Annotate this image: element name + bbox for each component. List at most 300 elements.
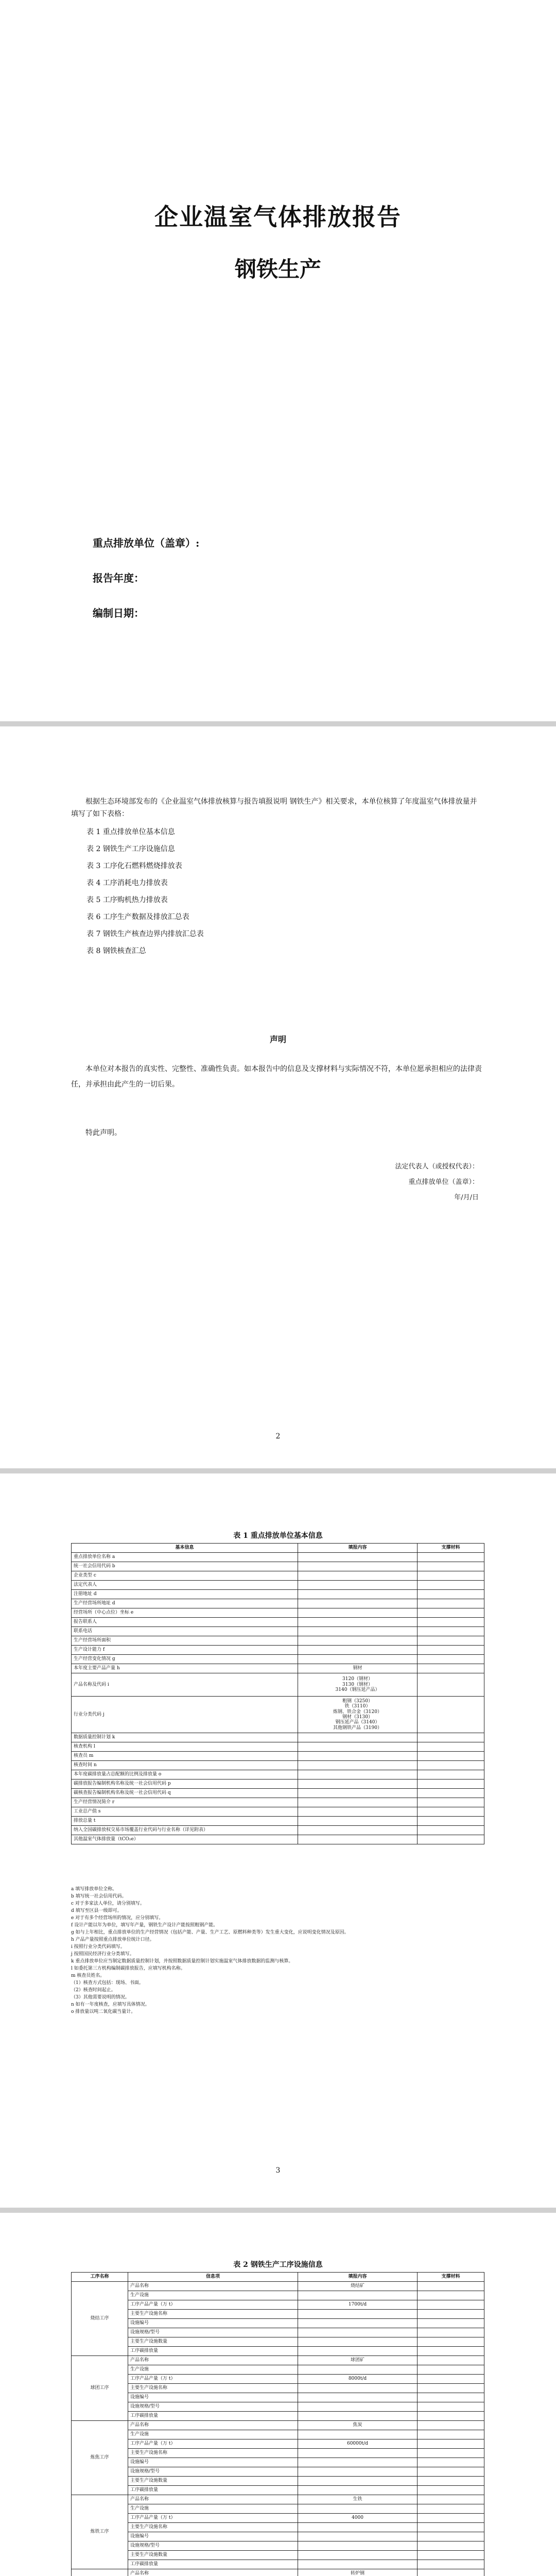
- table-cell-value: [298, 1562, 418, 1571]
- table-cell-label: 生产经营情况简介 r: [72, 1798, 298, 1807]
- table-cell-label: 主要生产设施名称: [128, 2449, 298, 2458]
- table-row: [72, 2430, 484, 2439]
- table-row: [72, 2514, 484, 2523]
- note-line: m 核查员姓名。: [71, 1973, 105, 1978]
- table-cell-value: [298, 2310, 418, 2319]
- table-cell-label: 联系电话: [72, 1627, 298, 1636]
- table-cell-label: 企业类型 c: [72, 1571, 298, 1581]
- table-cell-value: 4000: [298, 2514, 418, 2523]
- note-line: e 对于有多个经营场所的情况，应分别填写。: [71, 1916, 164, 1921]
- table-cell-value: [298, 1826, 418, 1835]
- table-cell-support: [418, 1664, 484, 1673]
- table-cell-value: [298, 2532, 418, 2541]
- intro-list-item: 表 5 工序购机热力排放表: [86, 895, 168, 904]
- table-cell-support: [418, 1673, 484, 1697]
- table-cell-label: 设施规格/型号: [128, 2467, 298, 2477]
- table-cell-support: [418, 1789, 484, 1798]
- note-line: d 填写至区县一级即可。: [71, 1908, 122, 1913]
- intro-list-item: 表 8 钢铁核查汇总: [86, 946, 146, 955]
- table-cell-value: [298, 1608, 418, 1618]
- table-cell-value: [298, 1770, 418, 1780]
- table-row: [72, 2300, 484, 2310]
- table-cell-value: 球团矿: [298, 2356, 418, 2365]
- table-row: [72, 2523, 484, 2532]
- table-cell-value: [298, 1673, 418, 1697]
- sector-line: 钢材（3130）: [342, 1715, 373, 1720]
- table-row: [72, 1697, 484, 1733]
- table-cell-support: [418, 1590, 484, 1599]
- table-cell-support: [418, 2541, 484, 2551]
- sector-line: 钢压延产品（3140）: [335, 1720, 380, 1725]
- note-line: l 如委托第三方机构编制碳排放报告，应填写机构名称。: [71, 1966, 185, 1971]
- table-row: [72, 2282, 484, 2291]
- table-cell-value: [298, 1571, 418, 1581]
- table-row: [72, 2365, 484, 2375]
- table-cell-support: [418, 2439, 484, 2449]
- table-cell-label: 重点排放单位名称 a: [72, 1553, 298, 1562]
- table-cell-value: [298, 2477, 418, 2486]
- table-cell-support: [418, 2421, 484, 2430]
- note-line: f 设计产能以年为单位，填写年产量，钢铁生产设计产能按照粗钢产能。: [71, 1923, 218, 1928]
- table-row: [72, 2412, 484, 2421]
- table-cell-support: [418, 2328, 484, 2337]
- table-cell-label: 设施编号: [128, 2458, 298, 2467]
- table-row: [72, 1835, 484, 1844]
- table-cell-support: [418, 1742, 484, 1752]
- table-cell-label: 生产设施: [128, 2430, 298, 2439]
- table-row: [72, 2551, 484, 2560]
- table-cell-label: 核查时间 n: [72, 1761, 298, 1770]
- table-cell-support: [418, 2375, 484, 2384]
- table-cell-value: [298, 1553, 418, 1562]
- table-cell-label: 工序产品产量（万 t）: [128, 2439, 298, 2449]
- table-cell-value: 60000t/d: [298, 2439, 418, 2449]
- table-cell-label: 主要生产设施名称: [128, 2384, 298, 2393]
- table-cell-label: 工序碳排放量: [128, 2412, 298, 2421]
- table-header-cell: 工序名称: [72, 2273, 128, 2282]
- process-name-cell: [72, 2569, 128, 2576]
- table-row: [72, 2393, 484, 2402]
- sector-line: 炼钢、铁合金（3120）: [333, 1709, 382, 1715]
- table-header-cell: 填报内容: [298, 1544, 418, 1553]
- table-cell-value: [298, 1752, 418, 1761]
- table2-process-facilities: [71, 2272, 484, 2576]
- table-cell-label: 生产设施: [128, 2291, 298, 2300]
- table-cell-label: 数据质量控制计划 k: [72, 1733, 298, 1742]
- declaration-sign: 特此声明。: [85, 1129, 121, 1137]
- table-row: [72, 1590, 484, 1599]
- table-cell-label: 纳入全国碳排放权交易市场覆盖行业代码与行业名称（详见附表）: [72, 1826, 298, 1835]
- table-cell-value: [298, 2467, 418, 2477]
- note-line: n 如有一年度核查，应填写具体情况。: [71, 2002, 150, 2007]
- note-line: a 填写排放单位全称。: [71, 1887, 117, 1892]
- table-row: [72, 1752, 484, 1761]
- table-cell-support: [418, 2319, 484, 2328]
- table2-title: 表 2 钢铁生产工序设施信息: [233, 2261, 323, 2269]
- table-cell-value: [298, 1636, 418, 1646]
- table-cell-support: [418, 2477, 484, 2486]
- process-name-cell: 炼焦工序: [72, 2421, 128, 2495]
- table-cell-support: [418, 1817, 484, 1826]
- note-line: k 重点排放单位应当制定数据质量控制计划，并按照数据质量控制计划实施温室气体排放数据的监测与核算。: [71, 1959, 293, 1964]
- product-type-line: 3120（钢材）: [342, 1676, 373, 1682]
- table-row: [72, 2375, 484, 2384]
- table-row: [72, 1571, 484, 1581]
- table-cell-value: 烧结矿: [298, 2282, 418, 2291]
- table-row: [72, 2467, 484, 2477]
- table-cell-support: [418, 1835, 484, 1844]
- table-cell-label: 报告联系人: [72, 1618, 298, 1627]
- table-cell-support: [418, 1618, 484, 1627]
- table-cell-value: 钢材: [298, 1664, 418, 1673]
- table-cell-support: [418, 2458, 484, 2467]
- note-line: （3）其他需要说明的情况。: [71, 1995, 130, 2000]
- process-name-cell: 炼铁工序: [72, 2495, 128, 2569]
- table-cell-value: [298, 1655, 418, 1664]
- table-cell-support: [418, 2356, 484, 2365]
- table-cell-support: [418, 2430, 484, 2439]
- table-cell-support: [418, 2337, 484, 2347]
- table-cell-support: [418, 1780, 484, 1789]
- table-cell-label: 设施规格/型号: [128, 2541, 298, 2551]
- table-cell-label: 设施编号: [128, 2532, 298, 2541]
- table-cell-label: 本年度碳排放量占总配额的比例及排放量 o: [72, 1770, 298, 1780]
- page-number: 3: [275, 2166, 281, 2175]
- table-cell-value: 生铁: [298, 2495, 418, 2504]
- table-row: [72, 1627, 484, 1636]
- table-cell-label: 工序碳排放量: [128, 2560, 298, 2569]
- table-cell-value: [298, 2412, 418, 2421]
- cover-field-unit: 重点排放单位（盖章）:: [93, 537, 200, 549]
- intro-list-item: 表 1 重点排放单位基本信息: [86, 827, 175, 836]
- table-cell-support: [418, 1826, 484, 1835]
- table-cell-label: 法定代表人: [72, 1581, 298, 1590]
- table-row: [72, 1636, 484, 1646]
- table-cell-label: 产品名称: [128, 2421, 298, 2430]
- table-cell-value: [298, 1646, 418, 1655]
- table-cell-support: [418, 2412, 484, 2421]
- table-cell-label: 主要生产设施名称: [128, 2523, 298, 2532]
- table-cell-label: 主要生产设施数量: [128, 2477, 298, 2486]
- table-cell-support: [418, 1562, 484, 1571]
- table-cell-label: 工序产品产量（万 t）: [128, 2514, 298, 2523]
- table-cell-value: [298, 2337, 418, 2347]
- table-row: [72, 2310, 484, 2319]
- table-cell-value: [298, 2449, 418, 2458]
- intro-list-item: 表 6 工序生产数据及排放汇总表: [86, 912, 189, 921]
- table-cell-label: 工序碳排放量: [128, 2347, 298, 2356]
- table-cell-support: [418, 2551, 484, 2560]
- table-cell-value: [298, 2430, 418, 2439]
- table-cell-support: [418, 2486, 484, 2495]
- table-cell-value: [298, 1627, 418, 1636]
- table-cell-support: [418, 2467, 484, 2477]
- table-row: [72, 1761, 484, 1770]
- intro-table-list: [71, 824, 483, 960]
- table-cell-label: 产品名称: [128, 2569, 298, 2576]
- table-cell-label: 行业分类代码 j: [72, 1697, 298, 1733]
- table-cell-support: [418, 2300, 484, 2310]
- table-header-cell: 信息项: [128, 2273, 298, 2282]
- table-cell-value: 1700t/d: [298, 2300, 418, 2310]
- table-row: [72, 2337, 484, 2347]
- table-cell-label: 碳核查报告编制机构名称及统一社会信用代码 q: [72, 1789, 298, 1798]
- page-number: 2: [275, 1432, 281, 1440]
- cover-field-date: 编制日期：: [93, 607, 144, 619]
- table-cell-label: 其他温室气体排放量（tCO₂e）: [72, 1835, 298, 1844]
- table-cell-support: [418, 1599, 484, 1608]
- table-cell-support: [418, 2514, 484, 2523]
- table-row: [72, 1817, 484, 1826]
- table-cell-support: [418, 1697, 484, 1733]
- table-cell-label: 经营场所（中心点位）坐标 e: [72, 1608, 298, 1618]
- table-cell-value: 转炉钢: [298, 2569, 418, 2576]
- table-cell-support: [418, 1798, 484, 1807]
- page-separator: [0, 1468, 556, 1473]
- table-cell-value: [298, 2384, 418, 2393]
- table-row: [72, 1618, 484, 1627]
- table-cell-label: 统一社会信用代码 b: [72, 1562, 298, 1571]
- table-cell-value: [298, 1742, 418, 1752]
- table-cell-support: [418, 1761, 484, 1770]
- table-cell-label: 设施规格/型号: [128, 2328, 298, 2337]
- table-cell-support: [418, 1571, 484, 1581]
- table-cell-label: 主要生产设施数量: [128, 2551, 298, 2560]
- note-line: j 按照国民经济行业分类填写。: [71, 1952, 134, 1957]
- table-row: [72, 2384, 484, 2393]
- note-line: o 排放量以吨二氧化碳当量计。: [71, 2009, 136, 2014]
- product-type-line: 3130（钢材）: [342, 1682, 373, 1687]
- table-row: [72, 1807, 484, 1817]
- table-cell-support: [418, 2495, 484, 2504]
- sector-line: 其他钢铁产品（3190）: [333, 1725, 382, 1731]
- table-cell-label: 产品名称: [128, 2282, 298, 2291]
- table-cell-support: [418, 2347, 484, 2356]
- table-cell-value: [298, 1618, 418, 1627]
- declaration-title: 声明: [269, 1035, 286, 1044]
- cover-field-year: 报告年度：: [93, 572, 144, 584]
- table-row: [72, 1562, 484, 1571]
- table-cell-support: [418, 2393, 484, 2402]
- table-cell-support: [418, 1752, 484, 1761]
- table-cell-value: [298, 1599, 418, 1608]
- table-cell-support: [418, 2310, 484, 2319]
- table-cell-value: [298, 1817, 418, 1826]
- table-row: [72, 1789, 484, 1798]
- table-cell-support: [418, 2449, 484, 2458]
- table-row: [72, 2458, 484, 2467]
- table-row: [72, 1798, 484, 1807]
- cover-title: 企业温室气体排放报告: [154, 203, 402, 231]
- intro-list-item: 表 3 工序化石燃料燃烧排放表: [86, 861, 182, 870]
- table-cell-value: [298, 2319, 418, 2328]
- table-cell-support: [418, 2504, 484, 2514]
- table-cell-support: [418, 1733, 484, 1742]
- table-cell-value: [298, 2523, 418, 2532]
- table-row: [72, 1780, 484, 1789]
- table-row: [72, 1733, 484, 1742]
- table-cell-value: [298, 1590, 418, 1599]
- table-cell-value: [298, 1780, 418, 1789]
- table1-basic-info: [71, 1543, 484, 1844]
- note-line: （1）核查方式包括：现场、书面。: [71, 1980, 144, 1986]
- table-cell-support: [418, 2384, 484, 2393]
- table-row: [72, 2439, 484, 2449]
- table-cell-support: [418, 1636, 484, 1646]
- process-name-cell: 球团工序: [72, 2356, 128, 2421]
- table-cell-label: 本年度主要产品产量 h: [72, 1664, 298, 1673]
- sector-line: 铁（3110）: [344, 1704, 371, 1709]
- table-cell-value: [298, 2486, 418, 2495]
- table-cell-value: [298, 2551, 418, 2560]
- intro-paragraph: 根据生态环境部发布的《企业温室气体排放核算与报告填报说明 钢铁生产》相关要求，本单位核算了年度温室气体排放量并填写了如下表格：: [71, 798, 477, 818]
- table-row: [72, 2532, 484, 2541]
- table-cell-support: [418, 2569, 484, 2576]
- table-cell-label: 生产经营场所地址 d: [72, 1599, 298, 1608]
- table-cell-label: 工序产品产量（万 t）: [128, 2300, 298, 2310]
- table-cell-value: [298, 1835, 418, 1844]
- table-row: [72, 2504, 484, 2514]
- table-cell-label: 设施规格/型号: [128, 2402, 298, 2412]
- table-cell-support: [418, 1553, 484, 1562]
- table-row: [72, 2560, 484, 2569]
- page-separator: [0, 2208, 556, 2213]
- table-cell-value: [298, 2504, 418, 2514]
- sector-line: 粗钢（3250）: [342, 1698, 373, 1704]
- table-cell-label: 碳排放报告编制机构名称及统一社会信用代码 p: [72, 1780, 298, 1789]
- table-row: [72, 2291, 484, 2300]
- signature-date: 年/月/日: [454, 1194, 479, 1201]
- table-cell-support: [418, 1646, 484, 1655]
- table-row: [72, 2541, 484, 2551]
- table-cell-label: 生产设施: [128, 2365, 298, 2375]
- table-cell-label: 产品名称及代码 i: [72, 1673, 298, 1697]
- table-cell-value: [298, 2402, 418, 2412]
- table-cell-support: [418, 2291, 484, 2300]
- intro-page: [0, 726, 556, 1468]
- table-cell-label: 产品名称: [128, 2495, 298, 2504]
- table-cell-value: [298, 2365, 418, 2375]
- table-row: [72, 1673, 484, 1697]
- table-cell-support: [418, 1608, 484, 1618]
- table-row: [72, 1599, 484, 1608]
- table-cell-support: [418, 1655, 484, 1664]
- table-cell-label: 设施编号: [128, 2393, 298, 2402]
- table-cell-label: 核查机构 l: [72, 1742, 298, 1752]
- table-row: [72, 1664, 484, 1673]
- table-row: [72, 2477, 484, 2486]
- table-header-cell: 填报内容: [298, 2273, 418, 2282]
- table-row: [72, 2449, 484, 2458]
- table-cell-value: [298, 2393, 418, 2402]
- product-type-line: 3140（钢压延产品）: [335, 1687, 380, 1693]
- table-row: [72, 1655, 484, 1664]
- table-cell-label: 注册地址 d: [72, 1590, 298, 1599]
- table-row: [72, 1581, 484, 1590]
- table-cell-value: [298, 1697, 418, 1733]
- signature-block: [309, 1159, 479, 1206]
- table-row: [72, 2421, 484, 2430]
- table-cell-label: 工业总产值 s: [72, 1807, 298, 1817]
- table-cell-value: [298, 1761, 418, 1770]
- table-cell-label: 生产设施: [128, 2504, 298, 2514]
- signature-legal-rep: 法定代表人（或授权代表）：: [395, 1163, 479, 1171]
- table-cell-support: [418, 1627, 484, 1636]
- table-cell-support: [418, 2365, 484, 2375]
- intro-list-item: 表 4 工序消耗电力排放表: [86, 878, 168, 887]
- table-cell-label: 工序碳排放量: [128, 2486, 298, 2495]
- table-cell-value: [298, 1798, 418, 1807]
- table-cell-value: 焦炭: [298, 2421, 418, 2430]
- table-row: [72, 2402, 484, 2412]
- table-cell-label: 生产经营场所面积: [72, 1636, 298, 1646]
- table-cell-value: [298, 2541, 418, 2551]
- table-cell-value: [298, 1807, 418, 1817]
- table-cell-value: [298, 2291, 418, 2300]
- table1-title: 表 1 重点排放单位基本信息: [233, 1532, 323, 1540]
- table-header-row: [72, 2273, 484, 2282]
- table-cell-support: [418, 2402, 484, 2412]
- table-cell-label: 主要生产设施数量: [128, 2337, 298, 2347]
- intro-block: [71, 796, 483, 960]
- table-row: [72, 1646, 484, 1655]
- table-row: [72, 2356, 484, 2365]
- table-cell-value: [298, 1789, 418, 1798]
- cover-subtitle: 钢铁生产: [234, 257, 321, 282]
- table-cell-value: [298, 2560, 418, 2569]
- table1-notes: [71, 1886, 484, 2015]
- table-cell-label: 排放总量 t: [72, 1817, 298, 1826]
- table-cell-label: 生产设计能力 f: [72, 1646, 298, 1655]
- table-cell-support: [418, 2523, 484, 2532]
- table-cell-value: [298, 2458, 418, 2467]
- table-cell-value: 8000t/d: [298, 2375, 418, 2384]
- page-separator: [0, 721, 556, 726]
- note-line: c 对于多家法人单位，请分别填写。: [71, 1901, 145, 1906]
- table-cell-label: 主要生产设施名称: [128, 2310, 298, 2319]
- table-cell-value: [298, 1581, 418, 1590]
- table-row: [72, 2328, 484, 2337]
- table-cell-label: 产品名称: [128, 2356, 298, 2365]
- table-row: [72, 2486, 484, 2495]
- note-line: i 按照行业分类代码填写。: [71, 1944, 125, 1950]
- table-cell-support: [418, 1581, 484, 1590]
- table-cell-value: [298, 2328, 418, 2337]
- note-line: （2）核查时间起止。: [71, 1988, 116, 1993]
- process-name-cell: 烧结工序: [72, 2282, 128, 2356]
- cover-page: [0, 0, 556, 721]
- table-cell-support: [418, 1770, 484, 1780]
- table-cell-support: [418, 1807, 484, 1817]
- signature-seal: 重点排放单位（盖章）：: [408, 1178, 479, 1186]
- table-cell-support: [418, 2560, 484, 2569]
- table-row: [72, 1553, 484, 1562]
- table-cell-label: 设施编号: [128, 2319, 298, 2328]
- table-cell-label: 工序产品产量（万 t）: [128, 2375, 298, 2384]
- table-cell-label: 生产经营变化情况 g: [72, 1655, 298, 1664]
- table-cell-value: [298, 2347, 418, 2356]
- note-line: g 如与上年相比，重点排放单位的生产经营情况（包括产能、产量、生产工艺、原燃料种类等）发生重大变化，应说明变化情况及原因。: [71, 1930, 349, 1935]
- table-header-cell: 基本信息: [72, 1544, 298, 1553]
- intro-list-item: 表 7 钢铁生产核查边界内排放汇总表: [86, 929, 204, 938]
- table-row: [72, 1826, 484, 1835]
- intro-list-item: 表 2 钢铁生产工序设施信息: [86, 844, 175, 853]
- table-row: [72, 2319, 484, 2328]
- table-cell-value: [298, 1733, 418, 1742]
- table-row: [72, 1770, 484, 1780]
- table-row: [72, 1608, 484, 1618]
- table-cell-support: [418, 2282, 484, 2291]
